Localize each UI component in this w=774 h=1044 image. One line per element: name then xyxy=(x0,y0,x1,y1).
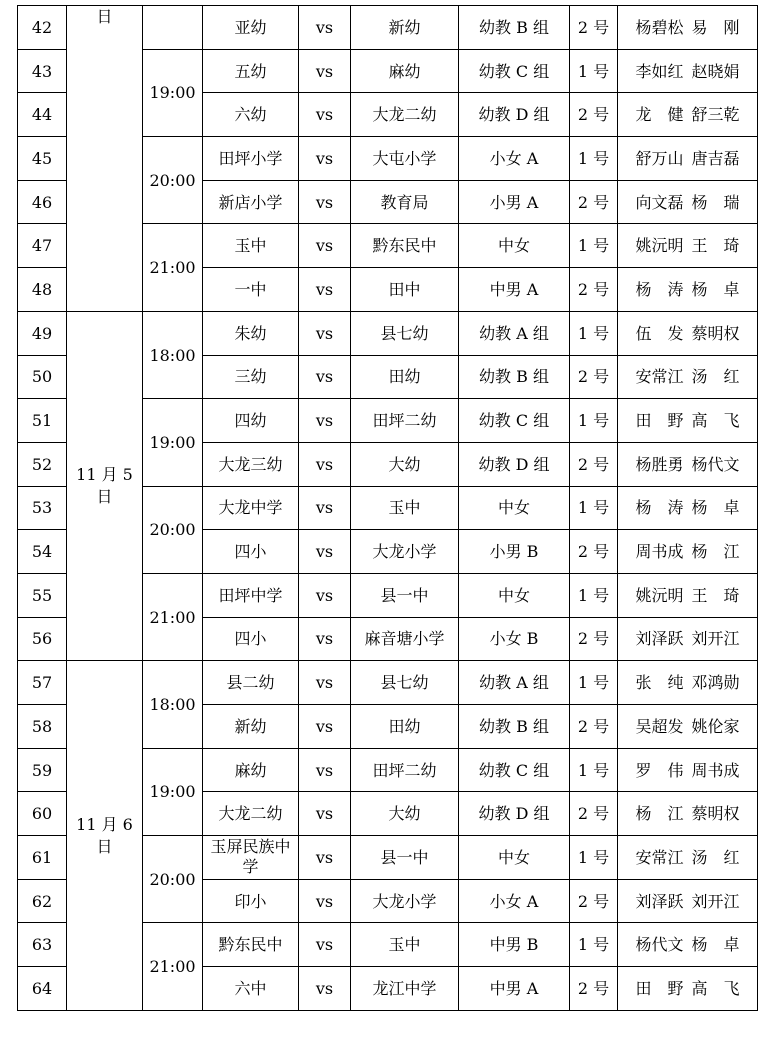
match-number: 62 xyxy=(18,879,67,923)
court-number: 1 号 xyxy=(570,486,618,530)
home-team: 麻幼 xyxy=(203,748,299,792)
referee-1: 刘泽跃 xyxy=(635,629,684,649)
home-team: 四小 xyxy=(203,617,299,661)
home-team: 新店小学 xyxy=(203,180,299,224)
versus-label: vs xyxy=(299,137,351,181)
versus-label: vs xyxy=(299,49,351,93)
match-number: 43 xyxy=(18,49,67,93)
away-team: 玉中 xyxy=(351,486,459,530)
referees xyxy=(618,355,758,399)
referee-2: 杨 卓 xyxy=(691,498,740,518)
match-group: 小女 A xyxy=(459,879,570,923)
home-team: 大龙三幼 xyxy=(203,442,299,486)
referees xyxy=(618,836,758,880)
match-group: 中女 xyxy=(459,224,570,268)
referees xyxy=(618,399,758,443)
referees xyxy=(618,530,758,574)
referee-2: 蔡明权 xyxy=(691,804,740,824)
home-team: 黔东民中 xyxy=(203,923,299,967)
away-team: 教育局 xyxy=(351,180,459,224)
match-number: 64 xyxy=(18,967,67,1011)
match-time: 19:00 xyxy=(143,399,203,486)
match-number: 44 xyxy=(18,93,67,137)
referee-1: 吴超发 xyxy=(635,716,684,736)
match-group: 中男 A xyxy=(459,967,570,1011)
match-number: 54 xyxy=(18,530,67,574)
referee-2: 高 飞 xyxy=(691,411,740,431)
match-time: 20:00 xyxy=(143,137,203,224)
referee-2: 杨 江 xyxy=(691,542,740,562)
match-group: 中男 A xyxy=(459,268,570,312)
referee-2: 易 刚 xyxy=(691,17,740,37)
referee-1: 杨碧松 xyxy=(635,17,684,37)
referee-2: 姚伦家 xyxy=(691,716,740,736)
court-number: 2 号 xyxy=(570,705,618,749)
match-group: 幼教 B 组 xyxy=(459,355,570,399)
court-number: 2 号 xyxy=(570,93,618,137)
match-group: 幼教 A 组 xyxy=(459,311,570,355)
versus-label: vs xyxy=(299,355,351,399)
referee-1: 杨 涛 xyxy=(635,279,684,299)
versus-label: vs xyxy=(299,748,351,792)
home-team: 一中 xyxy=(203,268,299,312)
versus-label: vs xyxy=(299,180,351,224)
versus-label: vs xyxy=(299,224,351,268)
referee-1: 舒万山 xyxy=(635,148,684,168)
court-number: 1 号 xyxy=(570,311,618,355)
away-team: 大幼 xyxy=(351,792,459,836)
match-number: 53 xyxy=(18,486,67,530)
referee-1: 安常江 xyxy=(635,847,684,867)
match-group: 幼教 C 组 xyxy=(459,49,570,93)
away-team: 县七幼 xyxy=(351,311,459,355)
home-team: 大龙二幼 xyxy=(203,792,299,836)
referees xyxy=(618,879,758,923)
referees xyxy=(618,573,758,617)
referees xyxy=(618,705,758,749)
referee-1: 杨胜勇 xyxy=(635,454,684,474)
away-team: 大龙二幼 xyxy=(351,93,459,137)
versus-label: vs xyxy=(299,442,351,486)
home-team: 朱幼 xyxy=(203,311,299,355)
match-time: 21:00 xyxy=(143,224,203,311)
court-number: 2 号 xyxy=(570,879,618,923)
court-number: 2 号 xyxy=(570,792,618,836)
away-team: 麻幼 xyxy=(351,49,459,93)
table-row xyxy=(18,6,758,50)
court-number: 1 号 xyxy=(570,661,618,705)
home-team: 三幼 xyxy=(203,355,299,399)
away-team: 大龙小学 xyxy=(351,530,459,574)
versus-label: vs xyxy=(299,836,351,880)
court-number: 1 号 xyxy=(570,224,618,268)
versus-label: vs xyxy=(299,923,351,967)
referee-2: 刘开江 xyxy=(691,891,740,911)
referee-2: 唐吉磊 xyxy=(691,148,740,168)
court-number: 2 号 xyxy=(570,530,618,574)
match-time: 21:00 xyxy=(143,573,203,660)
referee-2: 赵晓娟 xyxy=(691,61,740,81)
match-number: 45 xyxy=(18,137,67,181)
match-number: 51 xyxy=(18,399,67,443)
home-team: 四小 xyxy=(203,530,299,574)
match-number: 60 xyxy=(18,792,67,836)
referee-1: 姚沅明 xyxy=(635,585,684,605)
match-group: 小女 B xyxy=(459,617,570,661)
match-number: 61 xyxy=(18,836,67,880)
away-team: 龙江中学 xyxy=(351,967,459,1011)
versus-label: vs xyxy=(299,486,351,530)
versus-label: vs xyxy=(299,792,351,836)
match-group: 中女 xyxy=(459,836,570,880)
match-number: 59 xyxy=(18,748,67,792)
referees xyxy=(618,6,758,50)
match-number: 55 xyxy=(18,573,67,617)
referee-2: 杨代文 xyxy=(691,454,740,474)
match-group: 幼教 D 组 xyxy=(459,93,570,137)
versus-label: vs xyxy=(299,530,351,574)
referees xyxy=(618,93,758,137)
referee-2: 蔡明权 xyxy=(691,323,740,343)
referees xyxy=(618,617,758,661)
court-number: 2 号 xyxy=(570,268,618,312)
versus-label: vs xyxy=(299,93,351,137)
versus-label: vs xyxy=(299,311,351,355)
match-group: 中女 xyxy=(459,573,570,617)
match-number: 52 xyxy=(18,442,67,486)
match-number: 42 xyxy=(18,6,67,50)
match-group: 幼教 B 组 xyxy=(459,6,570,50)
referees xyxy=(618,311,758,355)
match-number: 47 xyxy=(18,224,67,268)
versus-label: vs xyxy=(299,573,351,617)
match-time: 18:00 xyxy=(143,311,203,398)
versus-label: vs xyxy=(299,967,351,1011)
match-time: 19:00 xyxy=(143,49,203,136)
away-team: 新幼 xyxy=(351,6,459,50)
home-team: 亚幼 xyxy=(203,6,299,50)
schedule-body xyxy=(18,6,758,1011)
referee-2: 高 飞 xyxy=(691,978,740,998)
home-team: 玉屏民族中学 xyxy=(203,836,299,880)
match-time: 21:00 xyxy=(143,923,203,1010)
referees xyxy=(618,661,758,705)
court-number: 1 号 xyxy=(570,399,618,443)
match-time: 18:00 xyxy=(143,661,203,748)
referee-2: 杨 卓 xyxy=(691,935,740,955)
match-time: 20:00 xyxy=(143,486,203,573)
match-number: 57 xyxy=(18,661,67,705)
court-number: 1 号 xyxy=(570,137,618,181)
match-number: 49 xyxy=(18,311,67,355)
away-team: 县七幼 xyxy=(351,661,459,705)
away-team: 麻音塘小学 xyxy=(351,617,459,661)
referee-2: 刘开江 xyxy=(691,629,740,649)
referees xyxy=(618,967,758,1011)
referee-2: 杨 瑞 xyxy=(691,192,740,212)
referees xyxy=(618,442,758,486)
match-time: 20:00 xyxy=(143,836,203,923)
court-number: 1 号 xyxy=(570,923,618,967)
home-team: 四幼 xyxy=(203,399,299,443)
versus-label: vs xyxy=(299,661,351,705)
match-group: 幼教 C 组 xyxy=(459,748,570,792)
referees xyxy=(618,792,758,836)
referees xyxy=(618,180,758,224)
away-team: 大屯小学 xyxy=(351,137,459,181)
versus-label: vs xyxy=(299,705,351,749)
referees xyxy=(618,268,758,312)
versus-label: vs xyxy=(299,879,351,923)
match-number: 46 xyxy=(18,180,67,224)
table-row xyxy=(18,661,758,705)
match-number: 48 xyxy=(18,268,67,312)
match-group: 幼教 D 组 xyxy=(459,442,570,486)
referee-2: 杨 卓 xyxy=(691,279,740,299)
match-number: 56 xyxy=(18,617,67,661)
court-number: 1 号 xyxy=(570,573,618,617)
referee-1: 田 野 xyxy=(635,978,684,998)
home-team: 县二幼 xyxy=(203,661,299,705)
referee-1: 李如红 xyxy=(635,61,684,81)
referee-2: 邓鸿勋 xyxy=(691,673,740,693)
referees xyxy=(618,137,758,181)
referees xyxy=(618,486,758,530)
match-group: 小男 B xyxy=(459,530,570,574)
referees xyxy=(618,923,758,967)
match-number: 58 xyxy=(18,705,67,749)
away-team: 田幼 xyxy=(351,705,459,749)
court-number: 1 号 xyxy=(570,836,618,880)
match-group: 小男 A xyxy=(459,180,570,224)
referee-1: 田 野 xyxy=(635,411,684,431)
court-number: 2 号 xyxy=(570,6,618,50)
referee-1: 安常江 xyxy=(635,367,684,387)
away-team: 黔东民中 xyxy=(351,224,459,268)
away-team: 县一中 xyxy=(351,573,459,617)
referee-2: 汤 红 xyxy=(691,847,740,867)
referee-2: 周书成 xyxy=(691,760,740,780)
away-team: 玉中 xyxy=(351,923,459,967)
away-team: 田中 xyxy=(351,268,459,312)
referee-1: 杨代文 xyxy=(635,935,684,955)
match-group: 幼教 C 组 xyxy=(459,399,570,443)
match-group: 中女 xyxy=(459,486,570,530)
court-number: 1 号 xyxy=(570,49,618,93)
referee-1: 龙 健 xyxy=(635,105,684,125)
court-number: 2 号 xyxy=(570,967,618,1011)
referee-2: 王 琦 xyxy=(691,585,740,605)
match-group: 中男 B xyxy=(459,923,570,967)
away-team: 田坪二幼 xyxy=(351,399,459,443)
versus-label: vs xyxy=(299,617,351,661)
home-team: 六中 xyxy=(203,967,299,1011)
match-time-empty xyxy=(143,6,203,50)
referee-1: 姚沅明 xyxy=(635,236,684,256)
versus-label: vs xyxy=(299,399,351,443)
home-team: 大龙中学 xyxy=(203,486,299,530)
referee-2: 汤 红 xyxy=(691,367,740,387)
referee-1: 周书成 xyxy=(635,542,684,562)
schedule-table xyxy=(17,5,758,1011)
court-number: 2 号 xyxy=(570,617,618,661)
date-cell-continued: 日 xyxy=(67,6,143,312)
referee-1: 杨 涛 xyxy=(635,498,684,518)
match-group: 幼教 A 组 xyxy=(459,661,570,705)
away-team: 大龙小学 xyxy=(351,879,459,923)
home-team: 印小 xyxy=(203,879,299,923)
away-team: 大幼 xyxy=(351,442,459,486)
referee-1: 杨 江 xyxy=(635,804,684,824)
match-number: 50 xyxy=(18,355,67,399)
referee-1: 刘泽跃 xyxy=(635,891,684,911)
home-team: 六幼 xyxy=(203,93,299,137)
home-team: 新幼 xyxy=(203,705,299,749)
referees xyxy=(618,748,758,792)
versus-label: vs xyxy=(299,268,351,312)
referee-1: 张 纯 xyxy=(635,673,684,693)
versus-label: vs xyxy=(299,6,351,50)
match-time: 19:00 xyxy=(143,748,203,835)
referee-1: 伍 发 xyxy=(635,323,684,343)
referee-2: 王 琦 xyxy=(691,236,740,256)
away-team: 县一中 xyxy=(351,836,459,880)
home-team: 玉中 xyxy=(203,224,299,268)
referee-1: 向文磊 xyxy=(635,192,684,212)
referee-2: 舒三乾 xyxy=(691,105,740,125)
referees xyxy=(618,49,758,93)
date-cell-nov-6: 11 月 6 日 xyxy=(67,661,143,1011)
away-team: 田幼 xyxy=(351,355,459,399)
home-team: 五幼 xyxy=(203,49,299,93)
date-cell-nov-5: 11 月 5 日 xyxy=(67,311,143,661)
court-number: 2 号 xyxy=(570,355,618,399)
court-number: 2 号 xyxy=(570,442,618,486)
referees xyxy=(618,224,758,268)
match-group: 幼教 B 组 xyxy=(459,705,570,749)
referee-1: 罗 伟 xyxy=(635,760,684,780)
away-team: 田坪二幼 xyxy=(351,748,459,792)
home-team: 田坪中学 xyxy=(203,573,299,617)
home-team: 田坪小学 xyxy=(203,137,299,181)
table-row xyxy=(18,311,758,355)
court-number: 1 号 xyxy=(570,748,618,792)
court-number: 2 号 xyxy=(570,180,618,224)
match-number: 63 xyxy=(18,923,67,967)
match-group: 幼教 D 组 xyxy=(459,792,570,836)
match-group: 小女 A xyxy=(459,137,570,181)
